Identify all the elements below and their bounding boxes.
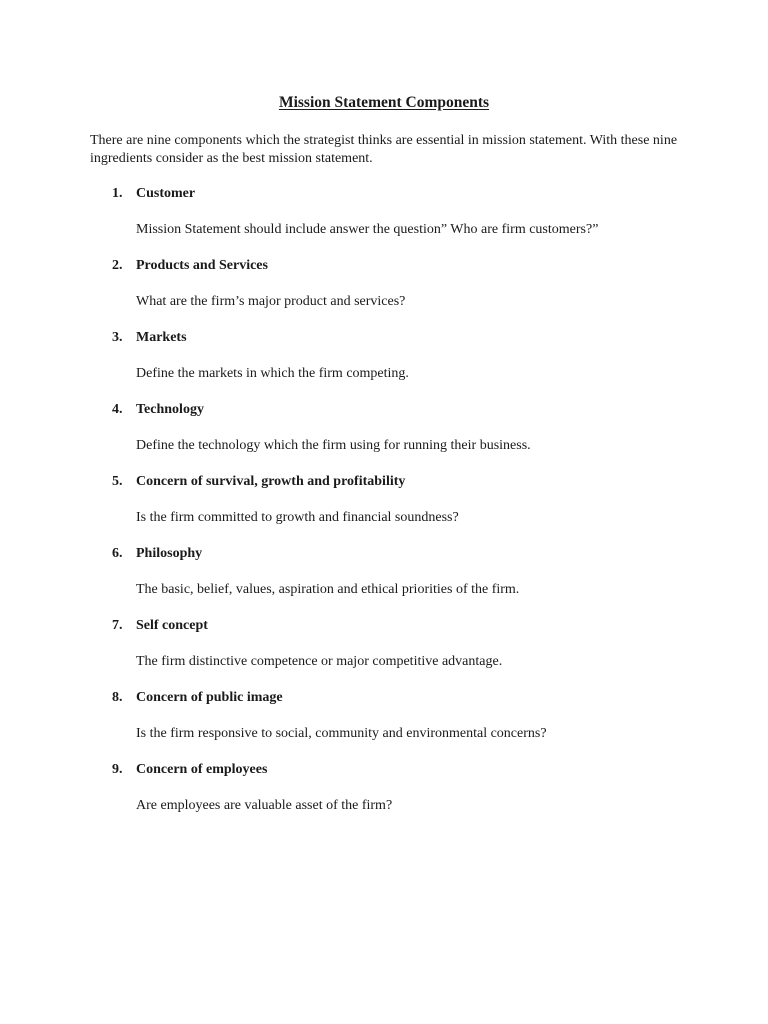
- list-item-description: What are the firm’s major product and services?: [136, 294, 406, 309]
- list-item-description: Is the firm committed to growth and financial soundness?: [136, 510, 459, 525]
- list-item-heading: [112, 546, 202, 562]
- list-item-number: 6.: [112, 546, 123, 561]
- list-item-heading: [112, 690, 283, 706]
- list-item-title: Customer: [136, 186, 196, 201]
- list-item-heading: [112, 618, 208, 634]
- list-item-description: Define the markets in which the firm competing.: [136, 366, 409, 381]
- list-item-number: 4.: [112, 402, 123, 417]
- list-item-title: Technology: [136, 402, 204, 417]
- list-item-title: Concern of public image: [136, 690, 283, 705]
- list-item-description: Is the firm responsive to social, community and environmental concerns?: [136, 726, 547, 741]
- list-item-title: Concern of survival, growth and profitability: [136, 474, 406, 489]
- list-item-description: Are employees are valuable asset of the firm?: [136, 798, 393, 813]
- list-item-description: Define the technology which the firm using for running their business.: [136, 438, 531, 453]
- list-item-heading: [112, 186, 195, 202]
- list-item-heading: [112, 762, 267, 778]
- list-item-number: 1.: [112, 186, 123, 201]
- list-item-number: 8.: [112, 690, 123, 705]
- list-item-heading: [112, 402, 204, 418]
- list-item-title: Products and Services: [136, 258, 268, 273]
- list-item-heading: [112, 474, 405, 490]
- list-item-title: Self concept: [136, 618, 208, 633]
- list-item-heading: [112, 330, 187, 346]
- list-item-number: 7.: [112, 618, 123, 633]
- list-item-heading: [112, 258, 268, 274]
- list-item-title: Concern of employees: [136, 762, 268, 777]
- list-item-number: 9.: [112, 762, 123, 777]
- list-item-description: The firm distinctive competence or major competitive advantage.: [136, 654, 503, 669]
- intro-paragraph: There are nine components which the strategist thinks are essential in mission statement. With these nine ingredients consider as the best mission statement.: [90, 133, 678, 166]
- list-item-title: Philosophy: [136, 546, 203, 561]
- list-item-description: The basic, belief, values, aspiration and ethical priorities of the firm.: [136, 582, 520, 597]
- list-item-number: 3.: [112, 330, 123, 345]
- list-item-title: Markets: [136, 330, 187, 345]
- page-title: Mission Statement Components: [278, 94, 490, 111]
- list-item-number: 2.: [112, 258, 123, 273]
- list-item-number: 5.: [112, 474, 123, 489]
- list-item-description: Mission Statement should include answer the question” Who are firm customers?”: [136, 222, 599, 237]
